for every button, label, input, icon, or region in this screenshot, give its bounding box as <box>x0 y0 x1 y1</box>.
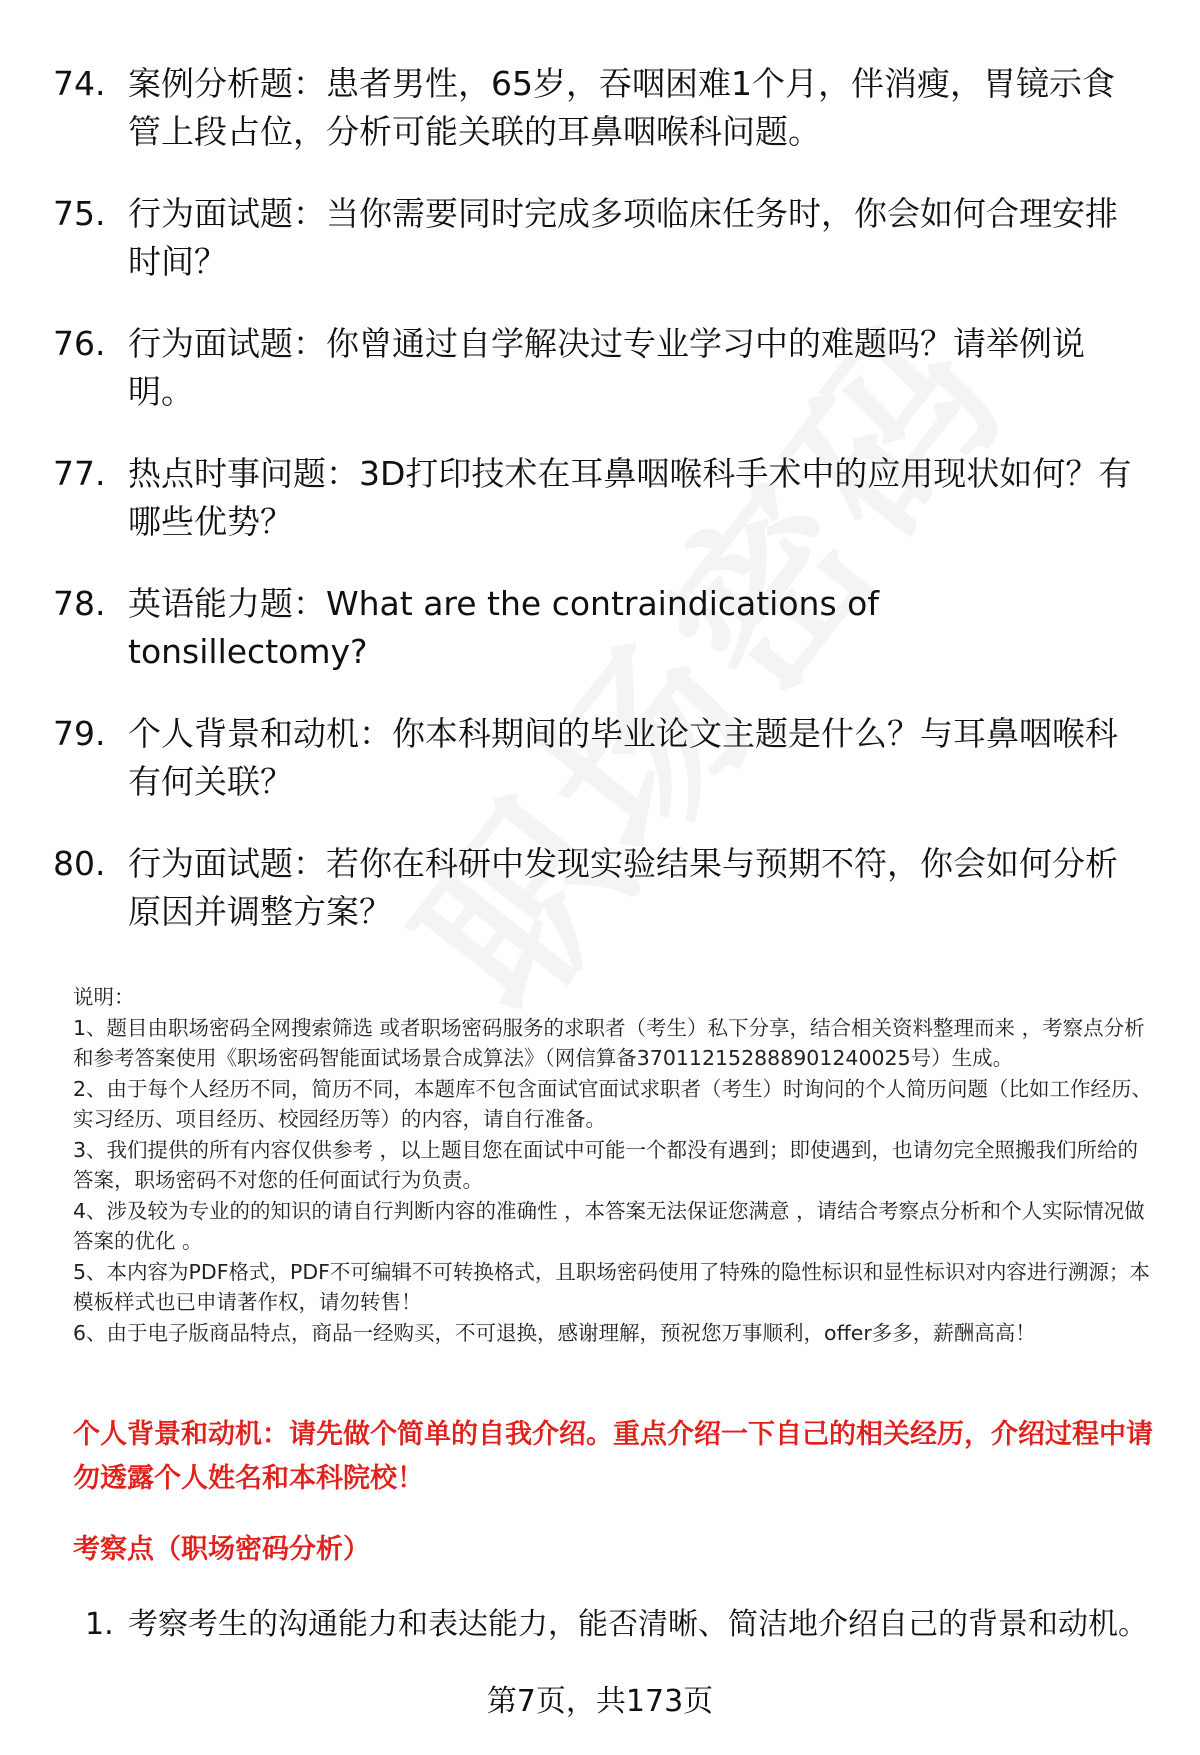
question-number: 75. <box>53 194 106 233</box>
question-item <box>53 190 1143 286</box>
notes-title: 说明： <box>73 985 135 1009</box>
question-item <box>53 60 1143 156</box>
note-item: 2、由于每个人经历不同，简历不同，本题库不包含面试官面试求职者（考生）时询问的个人简历问题（比如工作经历、实习经历、项目经历、校园经历等）的内容，请自行准备。 <box>73 1076 1153 1131</box>
point-item <box>85 1603 1175 1647</box>
question-item <box>53 840 1143 936</box>
question-text: 个人背景和动机：你本科期间的毕业论文主题是什么？与耳鼻咽喉科有何关联？ <box>128 714 1118 801</box>
question-number: 77. <box>53 454 106 493</box>
question-item <box>53 710 1143 806</box>
section-title: 考察点（职场密码分析） <box>73 1534 370 1565</box>
question-text: 英语能力题：What are the contraindications of tonsillectomy? <box>128 584 879 671</box>
note-item: 6、由于电子版商品特点，商品一经购买，不可退换，感谢理解，预祝您万事顺利，offer多多，薪酬高高！ <box>73 1320 1036 1345</box>
question-number: 79. <box>53 714 106 753</box>
question-text: 行为面试题：当你需要同时完成多项临床任务时，你会如何合理安排时间？ <box>128 194 1118 281</box>
note-item: 5、本内容为PDF格式，PDF不可编辑不可转换格式，且职场密码使用了特殊的隐性标识和显性标识对内容进行溯源；本模板样式也已申请著作权，请勿转售！ <box>73 1259 1150 1314</box>
question-text: 案例分析题：患者男性，65岁，吞咽困难1个月，伴消瘦，胃镜示食管上段占位，分析可能关联的耳鼻咽喉科问题。 <box>128 64 1115 151</box>
question-number: 74. <box>53 64 106 103</box>
question-text: 行为面试题：你曾通过自学解决过专业学习中的难题吗？请举例说明。 <box>128 324 1085 411</box>
page-footer: 第7页，共173页 <box>486 1684 714 1719</box>
featured-question: 个人背景和动机：请先做个简单的自我介绍。重点介绍一下自己的相关经历，介绍过程中请勿透露个人姓名和本科院校！ <box>73 1419 1153 1494</box>
note-item: 4、涉及较为专业的的知识的请自行判断内容的准确性 ，本答案无法保证您满意 ，请结合考察点分析和个人实际情况做答案的优化 。 <box>73 1198 1145 1253</box>
notes-section <box>73 982 1158 1348</box>
question-number: 80. <box>53 844 106 883</box>
question-list <box>53 60 1143 970</box>
question-item <box>53 580 1143 676</box>
question-text: 行为面试题：若你在科研中发现实验结果与预期不符，你会如何分析原因并调整方案？ <box>128 844 1118 931</box>
question-number: 78. <box>53 584 106 623</box>
note-item: 1、题目由职场密码全网搜索筛选 或者职场密码服务的求职者（考生）私下分享，结合相关资料整理而来 ，考察点分析和参考答案使用《职场密码智能面试场景合成算法》（网信算备370112152888901240025号）生成。 <box>73 1015 1145 1070</box>
point-number: 1. <box>85 1607 114 1642</box>
question-item <box>53 450 1143 546</box>
question-text: 热点时事问题：3D打印技术在耳鼻咽喉科手术中的应用现状如何？有哪些优势？ <box>128 454 1132 541</box>
question-number: 76. <box>53 324 106 363</box>
note-item: 3、我们提供的所有内容仅供参考 ，以上题目您在面试中可能一个都没有遇到；即使遇到，也请勿完全照搬我们所给的答案，职场密码不对您的任何面试行为负责。 <box>73 1137 1139 1192</box>
point-text: 考察考生的沟通能力和表达能力，能否清晰、简洁地介绍自己的背景和动机。 <box>128 1607 1148 1642</box>
question-item <box>53 320 1143 416</box>
